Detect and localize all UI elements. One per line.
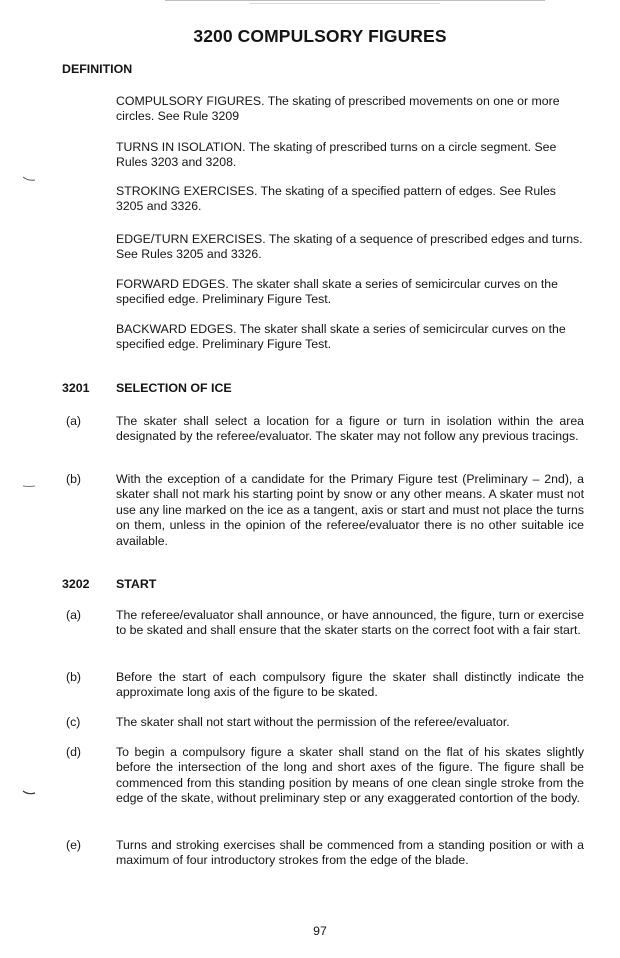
page-number: 97 <box>313 924 327 938</box>
section-3202-item-b-label: (b) <box>66 670 82 684</box>
top-edge-line-faint <box>250 3 440 4</box>
section-3201-number: 3201 <box>62 381 90 395</box>
section-3201-title: SELECTION OF ICE <box>116 381 232 395</box>
section-3202-item-d-label: (d) <box>66 745 82 759</box>
page-title: 3200 COMPULSORY FIGURES <box>193 26 447 46</box>
definition-compulsory-figures: COMPULSORY FIGURES. The skating of prescribed movements on one or more circles. See Rule 3209 <box>116 94 560 124</box>
section-3201-item-b-label: (b) <box>66 472 82 486</box>
section-3201-item-a-text: The skater shall select a location for a figure or turn in isolation within the area designated by the referee/evaluator. The skater may not follow any previous tracings. <box>116 414 584 444</box>
section-3202-item-a-text: The referee/evaluator shall announce, or have announced, the figure, turn or exercise to be skated and shall ensure that the skater starts on the correct foot with a fair start. <box>116 608 584 638</box>
section-3202-item-b-text: Before the start of each compulsory figure the skater shall distinctly indicate the approximate long axis of the figure to be skated. <box>116 670 584 700</box>
section-3201-item-b-text: With the exception of a candidate for the Primary Figure test (Preliminary – 2nd), a skater shall not mark his starting point by snow or any other means. A skater must not use any line marked on the ice as a tangent, axis or start and must not place the turns on them, unless in the opinion of the referee/evaluator there is no other suitable ice available. <box>116 472 584 548</box>
definition-turns-in-isolation: TURNS IN ISOLATION. The skating of prescribed turns on a circle segment. See Rules 3203 and 3208. <box>116 140 557 170</box>
section-3202-item-c-text: The skater shall not start without the permission of the referee/evaluator. <box>116 715 510 729</box>
top-edge-line <box>165 0 545 1</box>
margin-mark <box>22 176 36 182</box>
definition-backward-edges: BACKWARD EDGES. The skater shall skate a series of semicircular curves on the specified edge. Preliminary Figure Test. <box>116 322 566 352</box>
margin-mark <box>22 483 36 489</box>
definition-edge-turn-exercises: EDGE/TURN EXERCISES. The skating of a sequence of prescribed edges and turns. See Rules 3205 and 3326. <box>116 232 583 262</box>
section-3202-title: START <box>116 577 157 591</box>
section-3202-item-e-label: (e) <box>66 838 82 852</box>
section-3202-item-d-text: To begin a compulsory figure a skater shall stand on the flat of his skates slightly before the intersection of the long and short axes of the figure. The figure shall be commenced from this standing position by means of one clean single stroke from the edge of the skate, without preliminary step or any exaggerated contortion of the body. <box>116 745 584 806</box>
definition-stroking-exercises: STROKING EXERCISES. The skating of a specified pattern of edges. See Rules 3205 and 3326. <box>116 184 556 214</box>
definition-forward-edges: FORWARD EDGES. The skater shall skate a series of semicircular curves on the specified edge. Preliminary Figure Test. <box>116 277 558 307</box>
section-3202-item-e-text: Turns and stroking exercises shall be commenced from a standing position or with a maximum of four introductory strokes from the edge of the blade. <box>116 838 584 868</box>
section-3201-item-a-label: (a) <box>66 414 82 428</box>
definition-heading: DEFINITION <box>62 62 133 76</box>
section-3202-item-a-label: (a) <box>66 608 82 622</box>
section-3202-item-c-label: (c) <box>66 715 81 729</box>
section-3202-number: 3202 <box>62 577 90 591</box>
margin-mark <box>22 790 36 796</box>
